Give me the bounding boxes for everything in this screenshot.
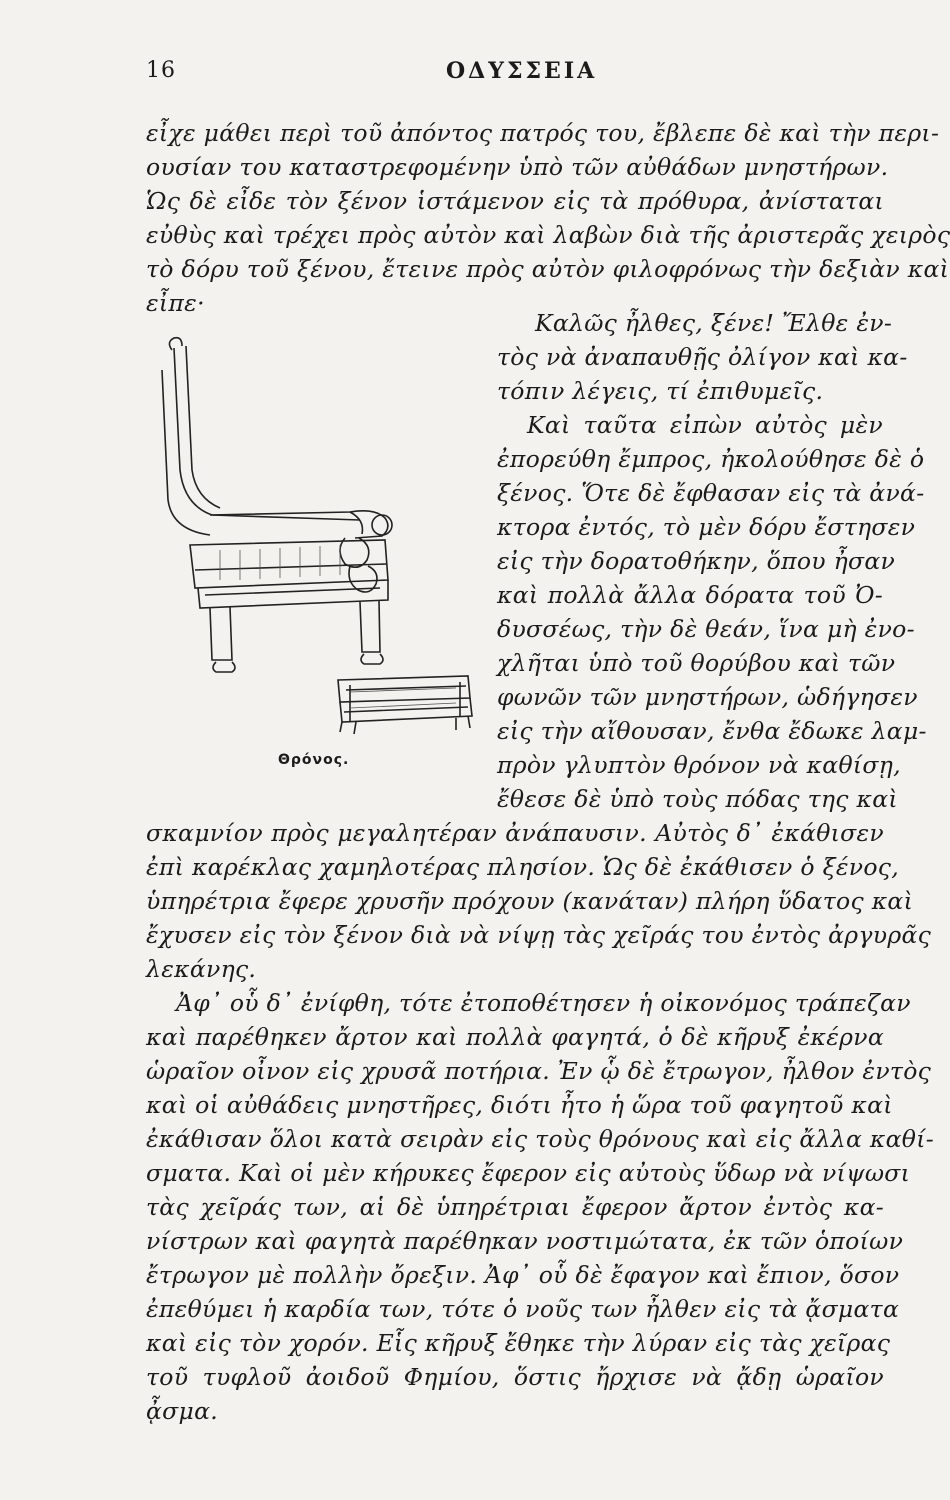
column-line: φωνῶν τῶν μνηστήρων, ὡδήγησεν: [497, 683, 918, 711]
text-line: ουσίαν του καταστρεφομένην ὑπὸ τῶν αὐθάδων μνηστήρων.: [146, 153, 889, 181]
text-line: καὶ εἰς τὸν χορόν. Εἷς κῆρυξ ἔθηκε τὴν λύραν εἰς τὰς χεῖρας: [146, 1329, 891, 1357]
column-line: καὶ πολλὰ ἄλλα δόρατα τοῦ Ὀ-: [497, 581, 883, 609]
text-line: λεκάνης.: [146, 955, 257, 983]
column-line: εἰς τὴν δορατοθήκην, ὅπου ἦσαν: [497, 547, 896, 575]
running-title: ΟΔΥΣΣΕΙΑ: [446, 58, 598, 84]
figure-caption: Θρόνος.: [278, 752, 350, 768]
text-line: ἔχυσεν εἰς τὸν ξένον διὰ νὰ νίψῃ τὰς χεῖράς του ἐντὸς ἀργυρᾶς: [146, 921, 932, 949]
text-line: σματα. Καὶ οἱ μὲν κήρυκες ἔφερον εἰς αὐτοὺς ὕδωρ νὰ νίψωσι: [146, 1159, 911, 1187]
text-line: ἐπεθύμει ἡ καρδία των, τότε ὁ νοῦς των ἦλθεν εἰς τὰ ᾄσματα: [146, 1295, 900, 1323]
text-line: Ἀφ᾽ οὗ δ᾽ ἐνίφθη, τότε ἐτοποθέτησεν ἡ οἰκονόμος τράπεζαν: [176, 989, 911, 1017]
text-line: τὸ δόρυ τοῦ ξένου, ἔτεινε πρὸς αὐτὸν φιλοφρόνως τὴν δεξιὰν καὶ: [146, 255, 950, 283]
text-line: ᾆσμα.: [146, 1397, 219, 1425]
text-line: ἐπὶ καρέκλας χαμηλοτέρας πλησίον. Ὡς δὲ ἐκάθισεν ὁ ξένος,: [146, 853, 900, 881]
page-header: [146, 58, 886, 88]
column-line: τὸς νὰ ἀναπαυθῇς ὀλίγον καὶ κα-: [497, 343, 908, 371]
text-line: ὑπηρέτρια ἔφερε χρυσῆν πρόχουν (κανάταν) πλήρη ὕδατος καὶ: [146, 887, 914, 915]
text-line: Ὡς δὲ εἶδε τὸν ξένον ἱστάμενον εἰς τὰ πρόθυρα, ἀνίσταται: [146, 187, 884, 215]
text-line: νίστρων καὶ φαγητὰ παρέθηκαν νοστιμώτατα, ἐκ τῶν ὁποίων: [146, 1227, 904, 1255]
text-line: τοῦ τυφλοῦ ἀοιδοῦ Φημίου, ὅστις ἤρχισε νὰ ᾄδῃ ὡραῖον: [146, 1363, 884, 1391]
column-line: τόπιν λέγεις, τί ἐπιθυμεῖς.: [497, 377, 824, 405]
text-line: ἐκάθισαν ὅλοι κατὰ σειρὰν εἰς τοὺς θρόνους καὶ εἰς ἄλλα καθί-: [146, 1125, 935, 1153]
throne-drawing: [150, 330, 490, 770]
page-number: 16: [146, 58, 176, 83]
text-line: εἶχε μάθει περὶ τοῦ ἀπόντος πατρός του, ἔβλεπε δὲ καὶ τὴν περι-: [146, 119, 940, 147]
column-line: ἔθεσε δὲ ὑπὸ τοὺς πόδας της καὶ: [497, 785, 898, 813]
text-line: καὶ παρέθηκεν ἄρτον καὶ πολλὰ φαγητά, ὁ δὲ κῆρυξ ἐκέρνα: [146, 1023, 884, 1051]
text-line: εἶπε·: [146, 289, 205, 317]
text-line: καὶ οἱ αὐθάδεις μνηστῆρες, διότι ἦτο ἡ ὥρα τοῦ φαγητοῦ καὶ: [146, 1091, 893, 1119]
text-line: εὐθὺς καὶ τρέχει πρὸς αὐτὸν καὶ λαβὼν διὰ τῆς ἀριστερᾶς χειρὸς: [146, 221, 950, 249]
text-line: σκαμνίον πρὸς μεγαλητέραν ἀνάπαυσιν. Αὐτὸς δ᾽ ἐκάθισεν: [146, 819, 884, 847]
column-line: Καλῶς ἦλθες, ξένε! Ἔλθε ἐν-: [535, 309, 893, 337]
column-line: εἰς τὴν αἴθουσαν, ἔνθα ἔδωκε λαμ-: [497, 717, 927, 745]
column-line: χλῆται ὑπὸ τοῦ θορύβου καὶ τῶν: [497, 649, 896, 677]
column-line: Καὶ ταῦτα εἰπὼν αὐτὸς μὲν: [527, 411, 883, 439]
column-line: δυσσέως, τὴν δὲ θεάν, ἵνα μὴ ἐνο-: [497, 615, 915, 643]
text-line: ἔτρωγον μὲ πολλὴν ὄρεξιν. Ἀφ᾽ οὗ δὲ ἔφαγον καὶ ἔπιον, ὅσον: [146, 1261, 900, 1289]
column-line: κτορα ἐντός, τὸ μὲν δόρυ ἔστησεν: [497, 513, 916, 541]
throne-illustration: [150, 330, 490, 770]
text-line: τὰς χεῖράς των, αἱ δὲ ὑπηρέτριαι ἔφερον ἄρτον ἐντὸς κα-: [146, 1193, 884, 1221]
column-line: ἐπορεύθη ἔμπρος, ἠκολούθησε δὲ ὁ: [497, 445, 925, 473]
column-line: ξένος. Ὅτε δὲ ἔφθασαν εἰς τὰ ἀνά-: [497, 479, 925, 507]
column-line: πρὸν γλυπτὸν θρόνον νὰ καθίσῃ,: [497, 751, 901, 779]
text-line: ὡραῖον οἶνον εἰς χρυσᾶ ποτήρια. Ἐν ᾧ δὲ ἔτρωγον, ἦλθον ἐντὸς: [146, 1057, 932, 1085]
